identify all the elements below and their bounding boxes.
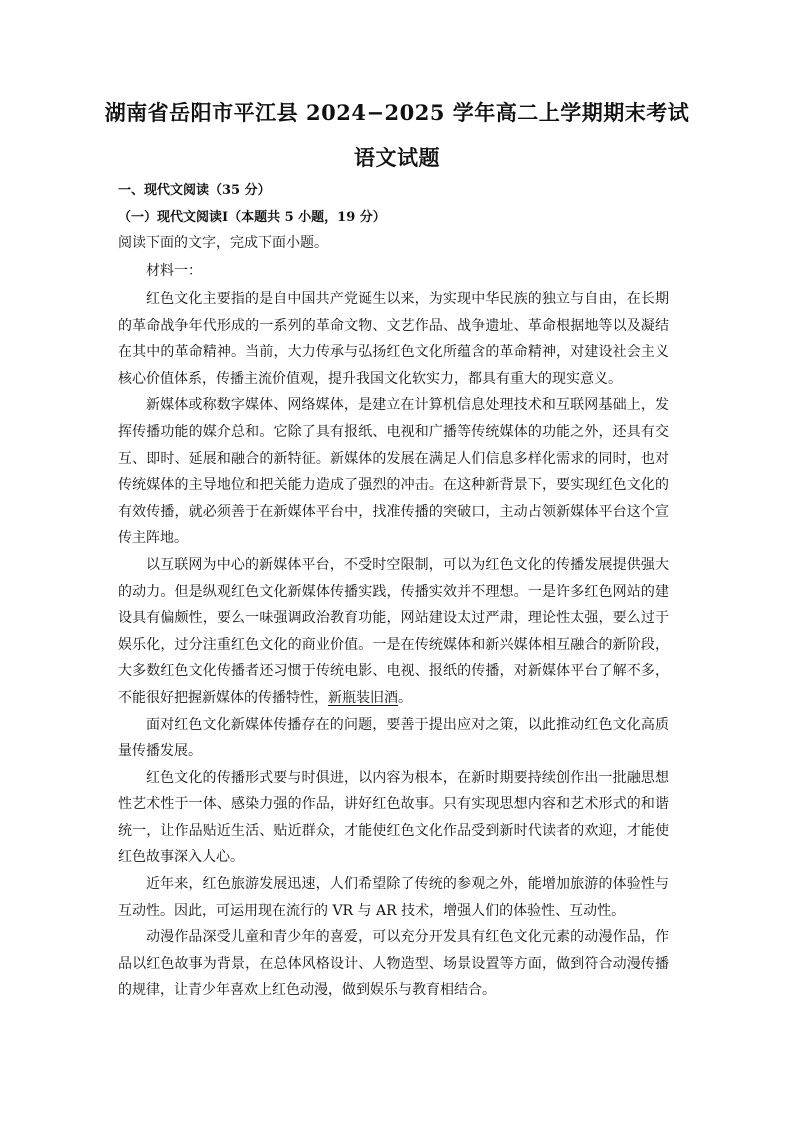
paragraph: 红色文化的传播形式要与时俱进，以内容为根本，在新时期要持续创作出一批融思想性艺术性于一体、感染力强的作品，讲好红色故事。只有实现思想内容和艺术形式的和谐统一，让作品贴近生活、贴近群众，才能使红色文化作品受到新时代读者的欢迎，才能使红色故事深入人心。 bbox=[118, 769, 669, 866]
paragraph-text: 以互联网为中心的新媒体平台，不受时空限制，可以为红色文化的传播发展提供强大的动力。但是纵观红色文化新媒体传播实践，传播实效并不理想。一是许多红色网站的建设具有偏颇性，要么一味强调政治教育功能，网站建设太过严肃，理论性太强，要么过于娱乐化，过分注重红色文化的商业价值。一是在传统媒体和新兴媒体相互融合的新阶段，大多数红色文化传播者还习惯于传统电影、电视、报纸的传播，对新媒体平台了解不多，不能很好把握新媒体的传播特性， bbox=[118, 556, 669, 706]
paragraph bbox=[118, 552, 669, 712]
paragraph: 近年来，红色旅游发展迅速，人们希望除了传统的参观之外，能增加旅游的体验性与互动性。因此，可运用现在流行的 VR 与 AR 技术，增强人们的体验性、互动性。 bbox=[118, 876, 669, 919]
subsection-heading: （一）现代文阅读Ⅰ（本题共 5 小题，19 分） bbox=[118, 210, 386, 225]
paragraph-text: 。 bbox=[398, 689, 412, 706]
material-label: 材料一： bbox=[146, 263, 202, 279]
underlined-phrase: 新瓶装旧酒 bbox=[328, 689, 398, 706]
reading-instruction: 阅读下面的文字，完成下面小题。 bbox=[118, 235, 328, 251]
passage-body bbox=[118, 286, 669, 1004]
paragraph: 面对红色文化新媒体传播存在的问题，要善于提出应对之策，以此推动红色文化高质量传播发展。 bbox=[118, 716, 669, 760]
exam-title: 湖南省岳阳市平江县 2024−2025 学年高二上学期期末考试 bbox=[104, 100, 690, 125]
paragraph: 动漫作品深受儿童和青少年的喜爱，可以充分开发具有红色文化元素的动漫作品，作品以红色故事为背景，在总体风格设计、人物造型、场景设置等方面，做到符合动漫传播的规律，让青少年喜欢上红色动漫，做到娱乐与教育相结合。 bbox=[118, 929, 669, 999]
section-heading: 一、现代文阅读（35 分） bbox=[118, 183, 271, 198]
exam-subtitle: 语文试题 bbox=[354, 145, 440, 170]
paragraph: 新媒体或称数字媒体、网络媒体，是建立在计算机信息处理技术和互联网基础上，发挥传播功能的媒介总和。它除了具有报纸、电视和广播等传统媒体的功能之外，还具有交互、即时、延展和融合的新特征。新媒体的发展在满足人们信息多样化需求的同时，也对传统媒体的主导地位和把关能力造成了强烈的冲击。在这种新背景下，要实现红色文化的有效传播，就必须善于在新媒体平台中，找准传播的突破口，主动占领新媒体平台这个宣传主阵地。 bbox=[118, 397, 669, 547]
paragraph: 红色文化主要指的是自中国共产党诞生以来，为实现中华民族的独立与自由，在长期的革命战争年代形成的一系列的革命文物、文艺作品、战争遗址、革命根据地等以及凝结在其中的革命精神。当前，大力传承与弘扬红色文化所蕴含的革命精神，对建设社会主义核心价值体系，传播主流价值观，提升我国文化软实力，都具有重大的现实意义。 bbox=[118, 291, 669, 387]
